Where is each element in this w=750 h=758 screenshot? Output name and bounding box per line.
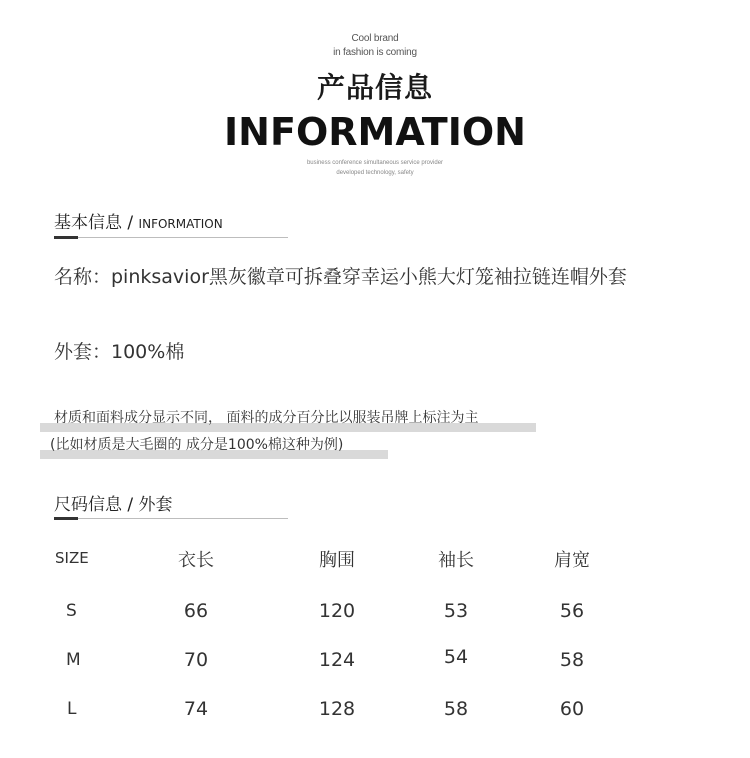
note-line-2: (比如材质是大毛圈的 成分是100%棉这种为例) (50, 437, 344, 453)
table-cell-length: 74 (183, 698, 209, 720)
tagline-line-1: Cool brand (351, 33, 399, 44)
size-info-divider (54, 518, 288, 519)
table-cell-chest: 120 (318, 600, 356, 622)
table-cell-length: 70 (183, 649, 209, 671)
table-cell-size: M (66, 650, 81, 670)
note-line-1: 材质和面料成分显示不同， 面料的成分百分比以服装吊牌上标注为主 (54, 410, 479, 426)
table-header-length: 衣长 (178, 550, 214, 571)
table-cell-chest: 124 (318, 649, 356, 671)
basic-info-heading-cn: 基本信息 / (54, 213, 139, 233)
size-info-heading: 尺码信息 / 外套 (54, 495, 173, 515)
table-cell-sleeve: 58 (443, 698, 469, 720)
basic-info-divider (54, 237, 288, 238)
page-title-chinese: 产品信息 (316, 71, 433, 104)
table-cell-shoulder: 60 (559, 698, 585, 720)
basic-info-divider-accent (54, 236, 78, 239)
table-cell-size: L (67, 699, 77, 719)
table-header-sleeve: 袖长 (438, 550, 474, 571)
table-header-shoulder: 肩宽 (554, 550, 590, 571)
table-cell-sleeve: 53 (443, 600, 469, 622)
table-cell-chest: 128 (318, 698, 356, 720)
table-header-size: SIZE (55, 549, 89, 567)
table-cell-length: 66 (183, 600, 209, 622)
table-cell-shoulder: 58 (559, 649, 585, 671)
basic-info-heading (54, 208, 223, 233)
table-header-chest: 胸围 (319, 550, 355, 571)
basic-info-heading-en: INFORMATION (138, 217, 223, 231)
table-cell-sleeve: 54 (443, 646, 469, 668)
table-cell-size: S (66, 601, 77, 621)
material-line: 外套：100%棉 (54, 341, 185, 363)
subtitle-line-1: business conference simultaneous service provider (306, 160, 444, 166)
page-title-english: INFORMATION (224, 110, 526, 154)
subtitle-line-2: developed technology, safety (336, 170, 414, 176)
size-info-divider-accent (54, 517, 78, 520)
product-name-line: 名称：pinksavior黑灰徽章可拆叠穿幸运小熊大灯笼袖拉链连帽外套 (54, 266, 627, 288)
table-cell-shoulder: 56 (559, 600, 585, 622)
tagline-line-2: in fashion is coming (333, 47, 417, 58)
